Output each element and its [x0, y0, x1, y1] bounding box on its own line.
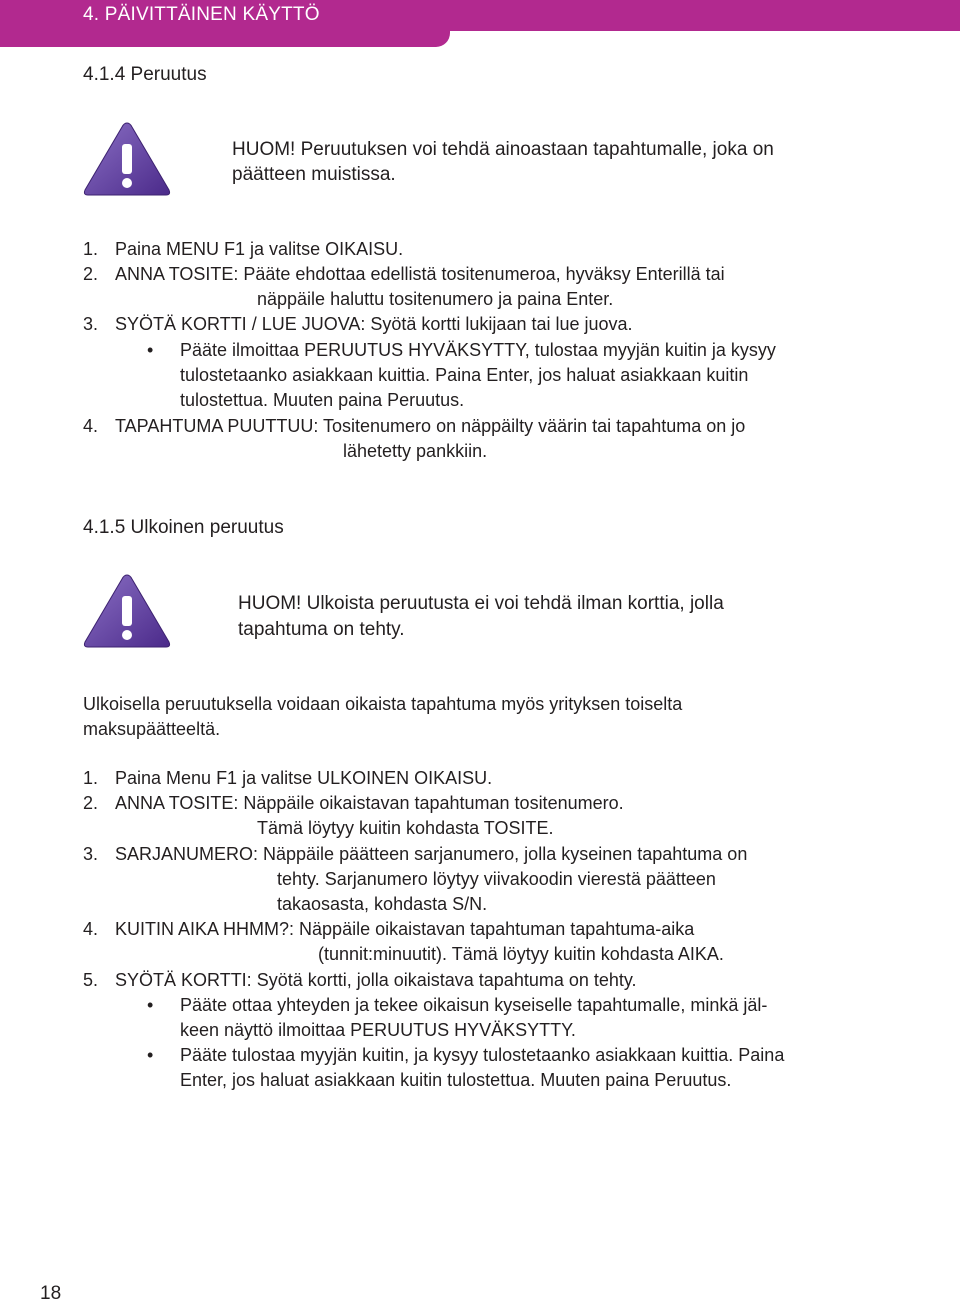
warning-note-line-2: päätteen muistissa.	[232, 164, 396, 185]
step-text-continued: (tunnit:minuutit). Tämä löytyy kuitin kohdasta AIKA.	[318, 944, 724, 964]
chapter-title: 4. PÄIVITTÄINEN KÄYTTÖ	[83, 4, 320, 25]
step-text: ANNA TOSITE: Pääte ehdottaa edellistä tositenumeroa, hyväksy Enterillä tai	[115, 264, 725, 284]
list-item	[83, 414, 745, 439]
list-item	[83, 312, 633, 337]
step-number: 1.	[83, 768, 99, 788]
warning-triangle-icon	[82, 572, 172, 650]
step-text-continued: Tämä löytyy kuitin kohdasta TOSITE.	[257, 818, 554, 838]
step-text-continued: lähetetty pankkiin.	[343, 441, 488, 461]
step-number: 4.	[83, 919, 99, 939]
bullet-text-line: Pääte ottaa yhteyden ja tekee oikaisun kyseiselle tapahtumalle, minkä jäl-	[180, 995, 768, 1015]
bullet-symbol: •	[147, 340, 154, 360]
step-text-continued: tehty. Sarjanumero löytyy viivakoodin vierestä päätteen	[277, 869, 716, 889]
step-number: 2.	[83, 793, 99, 813]
step-text: KUITIN AIKA HHMM?: Näppäile oikaistavan tapahtuman tapahtuma-aika	[115, 919, 695, 939]
list-item	[83, 968, 637, 993]
section-heading-peruutus: 4.1.4 Peruutus	[83, 64, 207, 85]
list-item	[83, 237, 403, 262]
warning-note-line-2: tapahtuma on tehty.	[238, 619, 405, 640]
step-text: TAPAHTUMA PUUTTUU: Tositenumero on näppäilty väärin tai tapahtuma on jo	[115, 416, 746, 436]
page-number: 18	[40, 1283, 62, 1304]
step-number: 5.	[83, 970, 99, 990]
step-text: ANNA TOSITE: Näppäile oikaistavan tapahtuman tositenumero.	[115, 793, 624, 813]
step-number: 4.	[83, 416, 99, 436]
step-text-continued: näppäile haluttu tositenumero ja paina Enter.	[257, 289, 614, 309]
list-item	[83, 766, 492, 791]
bullet-text-line: Pääte ilmoittaa PERUUTUS HYVÄKSYTTY, tulostaa myyjän kuitin ja kysyy	[180, 340, 776, 360]
step-number: 3.	[83, 314, 99, 334]
bullet-symbol: •	[147, 1045, 154, 1065]
list-item	[83, 262, 725, 287]
step-number: 1.	[83, 239, 99, 259]
list-item	[83, 917, 694, 942]
step-number: 3.	[83, 844, 99, 864]
bullet-text-line: tulostetaanko asiakkaan kuittia. Paina Enter, jos haluat asiakkaan kuitin	[180, 365, 749, 385]
bullet-text-line: keen näyttö ilmoittaa PERUUTUS HYVÄKSYTTY.	[180, 1020, 576, 1040]
warning-triangle-icon	[82, 120, 172, 198]
step-number: 2.	[83, 264, 99, 284]
bullet-text-line: tulostettua. Muuten paina Peruutus.	[180, 390, 465, 410]
intro-line: Ulkoisella peruutuksella voidaan oikaista tapahtuma myös yrityksen toiselta	[83, 694, 683, 714]
warning-note-line-1: HUOM! Ulkoista peruutusta ei voi tehdä ilman korttia, jolla	[238, 593, 724, 614]
warning-note-line-1: HUOM! Peruutuksen voi tehdä ainoastaan tapahtumalle, joka on	[232, 139, 774, 160]
bullet-symbol: •	[147, 995, 154, 1015]
step-text: SARJANUMERO: Näppäile päätteen sarjanumero, jolla kyseinen tapahtuma on	[115, 844, 748, 864]
intro-line: maksupäätteeltä.	[83, 719, 221, 739]
step-text: Paina MENU F1 ja valitse OIKAISU.	[115, 239, 404, 259]
list-item	[83, 842, 747, 867]
bullet-text-line: Pääte tulostaa myyjän kuitin, ja kysyy tulostetaanko asiakkaan kuittia. Paina	[180, 1045, 785, 1065]
step-text: Paina Menu F1 ja valitse ULKOINEN OIKAISU.	[115, 768, 493, 788]
step-text: SYÖTÄ KORTTI: Syötä kortti, jolla oikaistava tapahtuma on tehty.	[115, 970, 637, 990]
bullet-text-line: Enter, jos haluat asiakkaan kuitin tulostettua. Muuten paina Peruutus.	[180, 1070, 732, 1090]
section-heading-ulkoinen-peruutus: 4.1.5 Ulkoinen peruutus	[83, 517, 284, 538]
step-text: SYÖTÄ KORTTI / LUE JUOVA: Syötä kortti lukijaan tai lue juova.	[115, 314, 633, 334]
list-item	[83, 791, 624, 816]
step-text-continued: takaosasta, kohdasta S/N.	[277, 894, 488, 914]
